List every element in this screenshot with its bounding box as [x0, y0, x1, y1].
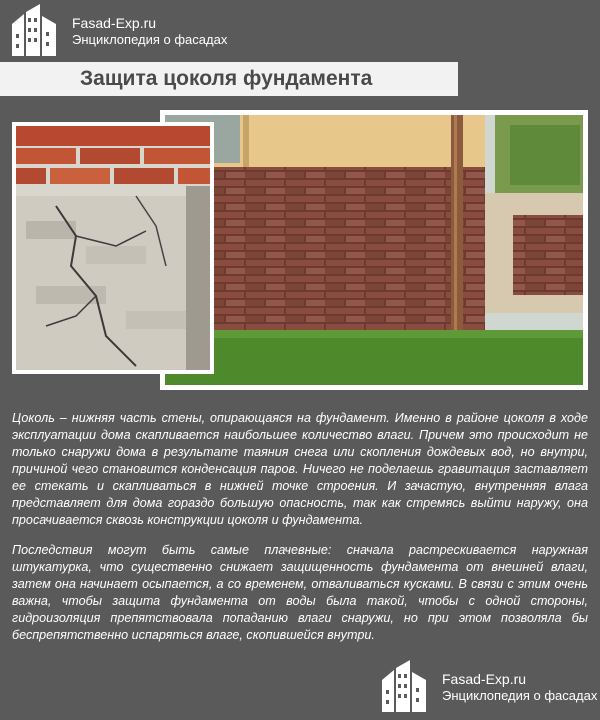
site-logo-bottom[interactable] — [376, 660, 597, 714]
article-paragraph-1: Цоколь – нижняя часть стены, опирающаяся на фундамент. Именно в районе цоколя в ходе эксплуатации дома скапливается наибольшее количество влаги. Причем это происходит не только снаружи дома в результате таяния снега или скопления дождевых вод, но внутри, причиной чего становится конденсация паров. Ничего не поделаешь гравитация заставляет ее стекать и скапливаться в нижней точке строения. И зачастую, внутренняя влага представляет для дома гораздо большую опасность, так как стремясь выйти наружу, она просачивается сквозь конструкции цоколя и фундамента. — [12, 411, 588, 527]
building-logo-icon — [376, 660, 434, 714]
building-logo-icon — [6, 4, 64, 58]
brand-site-name: Fasad-Exp.ru — [72, 14, 157, 31]
brand-site-name: Fasad-Exp.ru — [442, 670, 527, 687]
brand-tagline: Энциклопедия о фасадах — [442, 687, 598, 703]
page-title-bar — [0, 62, 458, 96]
photo-brick-plinth — [160, 110, 588, 390]
brand-tagline: Энциклопедия о фасадах — [72, 31, 228, 47]
site-logo-top[interactable] — [6, 4, 227, 58]
photo-cracked-plinth — [12, 122, 214, 374]
article-text — [12, 410, 588, 657]
page-title: Защита цоколя фундамента — [80, 67, 373, 90]
article-paragraph-2: Последствия могут быть самые плачевные: сначала растрескивается наружная штукатурка, что существенно снижает защищенность фундамента от внешней влаги, затем она начинает осыпается, а со временем, отваливаться кусками. В связи с этим очень важна, чтобы защита фундамента от воды была такой, чтобы с одной стороны, гидроизоляция препятствовала попаданию влаги снаружи, но при этом позволяла бы беспрепятственно испаряться влаге, скопившейся внутри. — [12, 543, 588, 642]
